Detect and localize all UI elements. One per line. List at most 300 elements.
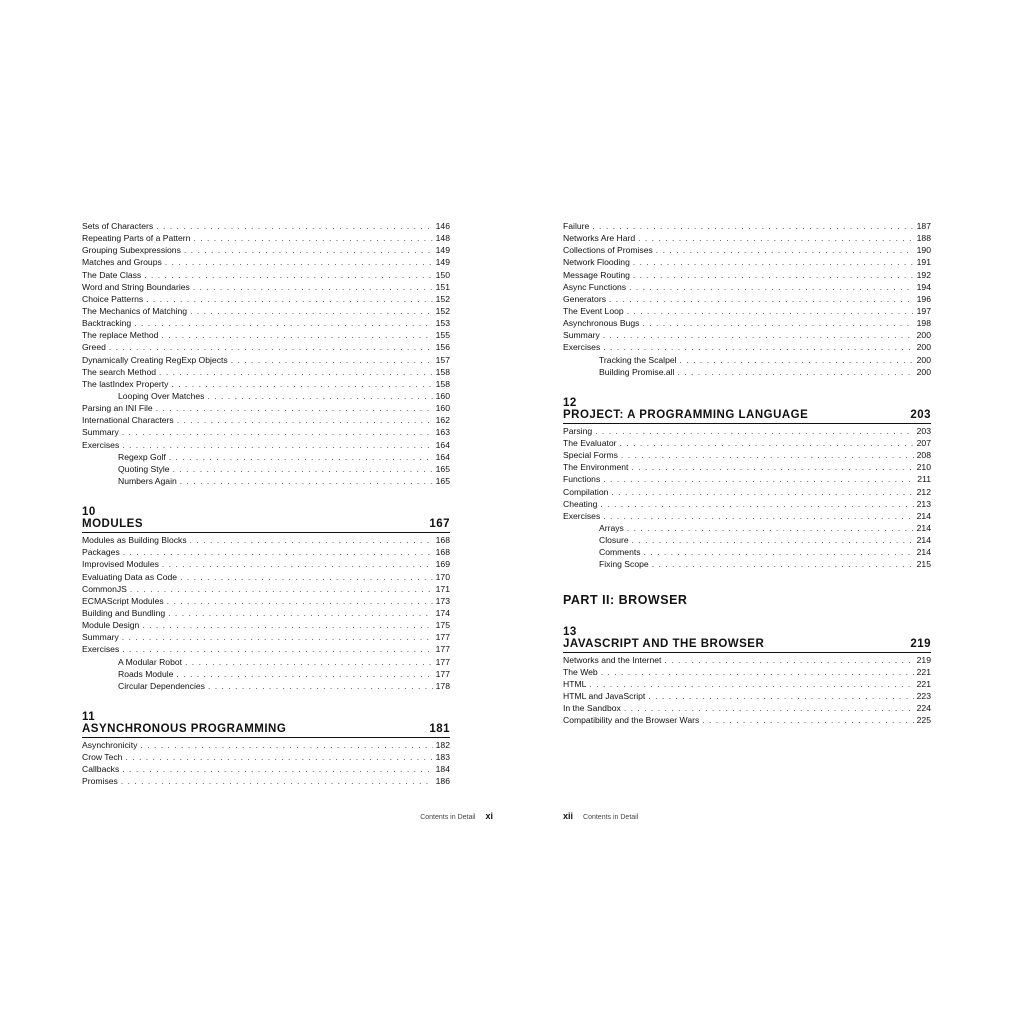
toc-entry-title: Functions — [563, 474, 601, 485]
dot-leader — [208, 680, 433, 692]
chapter-title: PROJECT: A PROGRAMMING LANGUAGE — [563, 408, 809, 421]
dot-leader — [134, 317, 432, 329]
toc-entry-page: 149 — [435, 257, 450, 268]
page-footer — [420, 811, 493, 821]
dot-leader — [600, 498, 913, 510]
dot-leader — [156, 220, 432, 232]
toc-entry-page: 153 — [435, 318, 450, 329]
toc-entry-title: Cheating — [563, 498, 598, 509]
toc-entry-title: The Event Loop — [563, 305, 624, 316]
toc-entry — [82, 366, 450, 378]
toc-entry-page: 174 — [435, 607, 450, 618]
dot-leader — [176, 668, 432, 680]
dot-leader — [167, 595, 433, 607]
toc-entry-page: 183 — [435, 752, 450, 763]
toc-entry-title: ECMAScript Modules — [82, 595, 164, 606]
dot-leader — [165, 256, 433, 268]
toc-subentry — [82, 680, 450, 692]
toc-entry-page: 177 — [435, 656, 450, 667]
toc-entry-page: 208 — [916, 450, 931, 461]
toc-entry-list — [563, 425, 931, 571]
toc-entry-title: Summary — [82, 632, 119, 643]
toc-entry-page: 211 — [917, 474, 931, 485]
dot-leader — [603, 329, 914, 341]
toc-entry-title: Regexp Golf — [118, 451, 166, 462]
toc-entry-title: In the Sandbox — [563, 703, 621, 714]
dot-leader — [193, 232, 432, 244]
toc-entry-page: 200 — [916, 342, 931, 353]
toc-entry-page: 165 — [435, 475, 450, 486]
toc-entry — [82, 558, 450, 570]
dot-leader — [603, 473, 914, 485]
toc-entry — [82, 402, 450, 414]
dot-leader — [589, 678, 913, 690]
dot-leader — [140, 739, 432, 751]
dot-leader — [629, 281, 914, 293]
toc-entry-page: 197 — [916, 305, 931, 316]
toc-entry-title: Quoting Style — [118, 463, 170, 474]
toc-entry — [563, 341, 931, 353]
chapter-number: 11 — [82, 710, 96, 723]
toc-subentry — [82, 668, 450, 680]
toc-entry-page: 215 — [916, 559, 931, 570]
toc-entry-page: 177 — [435, 644, 450, 655]
dot-leader — [603, 510, 913, 522]
toc-entry — [563, 449, 931, 461]
toc-entry-page: 164 — [435, 439, 450, 450]
dot-leader — [121, 775, 433, 787]
toc-entry — [563, 425, 931, 437]
toc-subentry — [563, 366, 931, 378]
toc-entry-page: 151 — [435, 281, 450, 292]
toc-entry — [82, 631, 450, 643]
toc-entry-page: 188 — [916, 233, 931, 244]
chapter-page: 219 — [910, 637, 931, 650]
dot-leader — [171, 378, 432, 390]
toc-entry-title: Roads Module — [118, 668, 174, 679]
toc-entry-title: Greed — [82, 342, 106, 353]
toc-entry-title: Compilation — [563, 486, 609, 497]
toc-entry-title: Sets of Characters — [82, 221, 154, 231]
dot-leader — [144, 269, 432, 281]
dot-leader — [633, 269, 914, 281]
toc-entry-title: Parsing — [563, 425, 593, 436]
toc-entry-title: Tracking the Scalpel — [599, 354, 677, 365]
toc-entry-title: Summary — [82, 427, 119, 438]
toc-entry-title: Exercises — [82, 439, 120, 450]
right-page — [563, 220, 931, 726]
chapter-page: 181 — [429, 722, 450, 735]
toc-entry-page: 194 — [916, 281, 931, 292]
toc-subentry — [82, 390, 450, 402]
dot-leader — [130, 583, 433, 595]
toc-entry-title: The Date Class — [82, 269, 142, 280]
toc-entry-title: The Evaluator — [563, 437, 617, 448]
dot-leader — [177, 414, 433, 426]
toc-entry-title: Fixing Scope — [599, 559, 649, 570]
toc-subentry — [563, 546, 931, 558]
dot-leader — [702, 714, 913, 726]
toc-entry-page: 200 — [916, 354, 931, 365]
toc-entry — [563, 269, 931, 281]
toc-entry-page: 207 — [916, 437, 931, 448]
toc-entry — [563, 702, 931, 714]
toc-subentry — [82, 656, 450, 668]
toc-entry — [563, 317, 931, 329]
toc-entry-list — [563, 220, 931, 378]
toc-entry-list — [82, 739, 450, 788]
left-page — [82, 220, 450, 787]
toc-entry-title: The Web — [563, 666, 598, 677]
dot-leader — [231, 354, 433, 366]
dot-leader — [122, 643, 432, 655]
dot-leader — [122, 631, 433, 643]
dot-leader — [125, 751, 432, 763]
dot-leader — [601, 666, 914, 678]
toc-subentry — [563, 558, 931, 570]
toc-entry — [563, 666, 931, 678]
toc-entry-page: 157 — [435, 354, 450, 365]
chapter-page: 167 — [429, 518, 450, 531]
toc-entry — [82, 583, 450, 595]
dot-leader — [620, 437, 914, 449]
dot-leader — [169, 451, 433, 463]
chapter-number: 12 — [563, 396, 577, 409]
page-folio: xii — [563, 811, 574, 821]
dot-leader — [190, 305, 433, 317]
toc-entry-title: The replace Method — [82, 330, 159, 341]
toc-entry-page: 200 — [916, 330, 931, 341]
toc-entry-page: 177 — [435, 668, 450, 679]
toc-entry — [82, 414, 450, 426]
toc-entry-page: 219 — [916, 654, 931, 665]
dot-leader — [109, 341, 433, 353]
chapter-heading — [82, 507, 450, 533]
toc-entry-title: Looping Over Matches — [118, 390, 205, 401]
dot-leader — [680, 354, 914, 366]
toc-entry — [82, 269, 450, 281]
dot-leader — [624, 702, 914, 714]
toc-entry-page: 200 — [916, 366, 931, 377]
toc-entry-title: Word and String Boundaries — [82, 281, 190, 292]
toc-entry — [563, 690, 931, 702]
toc-entry — [82, 329, 450, 341]
toc-entry — [82, 220, 450, 232]
toc-entry-title: Circular Dependencies — [118, 680, 205, 691]
toc-entry — [82, 281, 450, 293]
toc-entry-title: Evaluating Data as Code — [82, 571, 178, 582]
toc-entry-page: 198 — [916, 318, 931, 329]
toc-entry — [82, 341, 450, 353]
toc-entry-page: 168 — [435, 535, 450, 546]
toc-entry-title: Building Promise.all — [599, 366, 675, 377]
dot-leader — [161, 329, 432, 341]
toc-subentry — [563, 354, 931, 366]
toc-entry-page: 224 — [916, 703, 931, 714]
toc-entry — [563, 498, 931, 510]
toc-entry — [82, 317, 450, 329]
chapter-number: 13 — [563, 625, 577, 638]
toc-entry-page: 160 — [435, 403, 450, 414]
toc-entry-title: Parsing an INI File — [82, 403, 153, 414]
chapter-number: 10 — [82, 506, 96, 519]
dot-leader — [632, 534, 914, 546]
toc-entry-title: A Modular Robot — [118, 656, 183, 667]
toc-entry — [563, 293, 931, 305]
toc-entry-page: 158 — [435, 366, 450, 377]
toc-entry-page: 214 — [916, 522, 931, 533]
toc-entry-page: 221 — [916, 666, 931, 677]
dot-leader — [592, 220, 913, 232]
toc-entry-title: Failure — [563, 221, 590, 231]
dot-leader — [207, 390, 432, 402]
dot-leader — [122, 439, 432, 451]
chapter-title: MODULES — [82, 518, 143, 531]
toc-entry-page: 214 — [916, 510, 931, 521]
toc-entry-page: 146 — [435, 221, 450, 231]
chapter-heading — [82, 712, 450, 738]
toc-entry-title: Crow Tech — [82, 752, 123, 763]
toc-entry-title: Improvised Modules — [82, 559, 159, 570]
toc-entry-page: 210 — [916, 462, 931, 473]
dot-leader — [656, 244, 914, 256]
dot-leader — [146, 293, 433, 305]
toc-entry-page: 163 — [435, 427, 450, 438]
toc-entry-page: 196 — [916, 293, 931, 304]
toc-entry — [82, 378, 450, 390]
toc-entry — [82, 256, 450, 268]
toc-entry — [82, 534, 450, 546]
toc-entry — [82, 619, 450, 631]
dot-leader — [603, 341, 913, 353]
toc-entry — [82, 354, 450, 366]
toc-entry — [563, 678, 931, 690]
dot-leader — [609, 293, 914, 305]
toc-entry-page: 148 — [435, 233, 450, 244]
toc-entry-title: Generators — [563, 293, 606, 304]
toc-entry-page: 191 — [916, 257, 931, 268]
toc-entry-page: 177 — [435, 632, 450, 643]
toc-entry-page: 182 — [435, 739, 450, 750]
toc-entry-title: Exercises — [82, 644, 120, 655]
toc-entry — [82, 439, 450, 451]
toc-entry — [82, 607, 450, 619]
toc-entry-page: 162 — [435, 415, 450, 426]
toc-entry-title: Compatibility and the Browser Wars — [563, 715, 700, 726]
dot-leader — [159, 366, 433, 378]
toc-entry-page: 152 — [435, 293, 450, 304]
toc-entry-page: 169 — [435, 559, 450, 570]
dot-leader — [638, 232, 914, 244]
toc-entry-title: Grouping Subexpressions — [82, 245, 181, 256]
toc-entry — [563, 473, 931, 485]
chapter-heading — [563, 627, 931, 653]
toc-entry — [82, 643, 450, 655]
toc-entry-title: Network Flooding — [563, 257, 630, 268]
toc-entry-page: 223 — [916, 690, 931, 701]
dot-leader — [122, 426, 433, 438]
toc-entry-page: 170 — [435, 571, 450, 582]
running-footer-label: Contents in Detail — [583, 814, 639, 821]
toc-entry-title: Exercises — [563, 342, 601, 353]
toc-entry — [563, 654, 931, 666]
page-folio: xi — [485, 811, 493, 821]
toc-entry-page: 178 — [435, 680, 450, 691]
toc-entry-title: Backtracking — [82, 318, 132, 329]
toc-entry-page: 160 — [435, 390, 450, 401]
toc-entry — [82, 426, 450, 438]
dot-leader — [173, 463, 433, 475]
toc-subentry — [82, 463, 450, 475]
toc-entry — [82, 546, 450, 558]
dot-leader — [631, 461, 913, 473]
toc-entry-title: Asynchronicity — [82, 739, 138, 750]
toc-entry-title: Dynamically Creating RegExp Objects — [82, 354, 228, 365]
toc-entry-title: Networks Are Hard — [563, 233, 636, 244]
dot-leader — [184, 244, 433, 256]
toc-entry-title: Closure — [599, 535, 629, 546]
toc-entry-page: 203 — [916, 425, 931, 436]
dot-leader — [644, 546, 914, 558]
toc-entry — [563, 256, 931, 268]
toc-entry-title: The Mechanics of Matching — [82, 305, 188, 316]
toc-entry — [82, 751, 450, 763]
toc-entry-list — [563, 654, 931, 727]
toc-entry-title: International Characters — [82, 415, 174, 426]
toc-entry-page: 149 — [435, 245, 450, 256]
dot-leader — [142, 619, 432, 631]
toc-entry-page: 168 — [435, 547, 450, 558]
dot-leader — [633, 256, 914, 268]
toc-entry-title: Numbers Again — [118, 475, 177, 486]
toc-entry-page: 173 — [435, 595, 450, 606]
toc-entry-title: The Environment — [563, 462, 629, 473]
toc-entry-title: Repeating Parts of a Pattern — [82, 233, 191, 244]
toc-entry-page: 192 — [916, 269, 931, 280]
toc-entry — [82, 232, 450, 244]
toc-subentry — [563, 522, 931, 534]
toc-entry-title: CommonJS — [82, 583, 127, 594]
toc-entry-page: 187 — [916, 221, 931, 231]
toc-entry — [82, 595, 450, 607]
toc-entry-title: Special Forms — [563, 450, 618, 461]
toc-entry-page: 184 — [435, 764, 450, 775]
dot-leader — [123, 546, 433, 558]
toc-entry — [563, 714, 931, 726]
toc-entry-title: Asynchronous Bugs — [563, 318, 640, 329]
chapter-page: 203 — [910, 408, 931, 421]
chapter-title: JAVASCRIPT AND THE BROWSER — [563, 637, 765, 650]
toc-entry-page: 190 — [916, 245, 931, 256]
page-footer — [563, 811, 638, 821]
dot-leader — [621, 449, 914, 461]
dot-leader — [611, 486, 913, 498]
part-title: PART II: BROWSER — [563, 592, 688, 607]
toc-entry — [82, 763, 450, 775]
dot-leader — [162, 558, 433, 570]
toc-entry-title: Module Design — [82, 620, 140, 631]
toc-entry-title: Comments — [599, 547, 641, 558]
dot-leader — [642, 317, 913, 329]
running-footer-label: Contents in Detail — [420, 814, 476, 821]
toc-entry-title: Arrays — [599, 522, 624, 533]
toc-entry-title: Async Functions — [563, 281, 627, 292]
toc-subentry — [82, 475, 450, 487]
toc-entry-title: Modules as Building Blocks — [82, 535, 187, 546]
toc-entry — [563, 510, 931, 522]
dot-leader — [664, 654, 913, 666]
toc-entry-title: Message Routing — [563, 269, 630, 280]
toc-entry — [82, 739, 450, 751]
toc-entry-page: 164 — [435, 451, 450, 462]
toc-entry-page: 221 — [916, 678, 931, 689]
dot-leader — [627, 305, 914, 317]
toc-entry — [563, 461, 931, 473]
toc-entry — [563, 220, 931, 232]
toc-entry-page: 150 — [435, 269, 450, 280]
toc-entry-page: 155 — [435, 330, 450, 341]
toc-entry-title: Exercises — [563, 510, 601, 521]
toc-entry — [563, 486, 931, 498]
dot-leader — [190, 534, 433, 546]
toc-entry — [563, 305, 931, 317]
toc-entry-title: Choice Patterns — [82, 293, 144, 304]
toc-entry-title: The lastIndex Property — [82, 378, 169, 389]
toc-entry-page: 158 — [435, 378, 450, 389]
toc-entry-page: 152 — [435, 305, 450, 316]
toc-entry-list — [82, 220, 450, 487]
toc-entry-title: Networks and the Internet — [563, 654, 662, 665]
dot-leader — [627, 522, 914, 534]
toc-entry-title: Callbacks — [82, 764, 120, 775]
dot-leader — [193, 281, 433, 293]
toc-entry — [82, 293, 450, 305]
dot-leader — [677, 366, 913, 378]
toc-entry — [563, 329, 931, 341]
toc-entry — [563, 244, 931, 256]
toc-entry — [563, 281, 931, 293]
toc-entry-title: Promises — [82, 776, 118, 787]
toc-entry-title: Packages — [82, 547, 120, 558]
toc-entry-page: 212 — [916, 486, 931, 497]
toc-entry-title: Building and Bundling — [82, 607, 166, 618]
toc-entry — [82, 571, 450, 583]
dot-leader — [122, 763, 432, 775]
toc-entry-list — [82, 534, 450, 692]
chapter-title: ASYNCHRONOUS PROGRAMMING — [82, 722, 287, 735]
toc-entry-page: 213 — [916, 498, 931, 509]
toc-entry-page: 214 — [916, 547, 931, 558]
toc-entry-page: 186 — [435, 776, 450, 787]
toc-entry-title: Matches and Groups — [82, 257, 162, 268]
toc-entry-title: Collections of Promises — [563, 245, 653, 256]
dot-leader — [652, 558, 914, 570]
dot-leader — [595, 425, 914, 437]
dot-leader — [648, 690, 913, 702]
toc-entry — [563, 232, 931, 244]
dot-leader — [168, 607, 433, 619]
dot-leader — [156, 402, 433, 414]
chapter-heading — [563, 398, 931, 424]
toc-entry-title: HTML and JavaScript — [563, 690, 646, 701]
dot-leader — [185, 656, 433, 668]
toc-entry-page: 214 — [916, 535, 931, 546]
toc-entry-title: The search Method — [82, 366, 157, 377]
toc-entry-page: 165 — [435, 463, 450, 474]
toc-entry — [563, 437, 931, 449]
dot-leader — [180, 571, 433, 583]
toc-subentry — [82, 451, 450, 463]
